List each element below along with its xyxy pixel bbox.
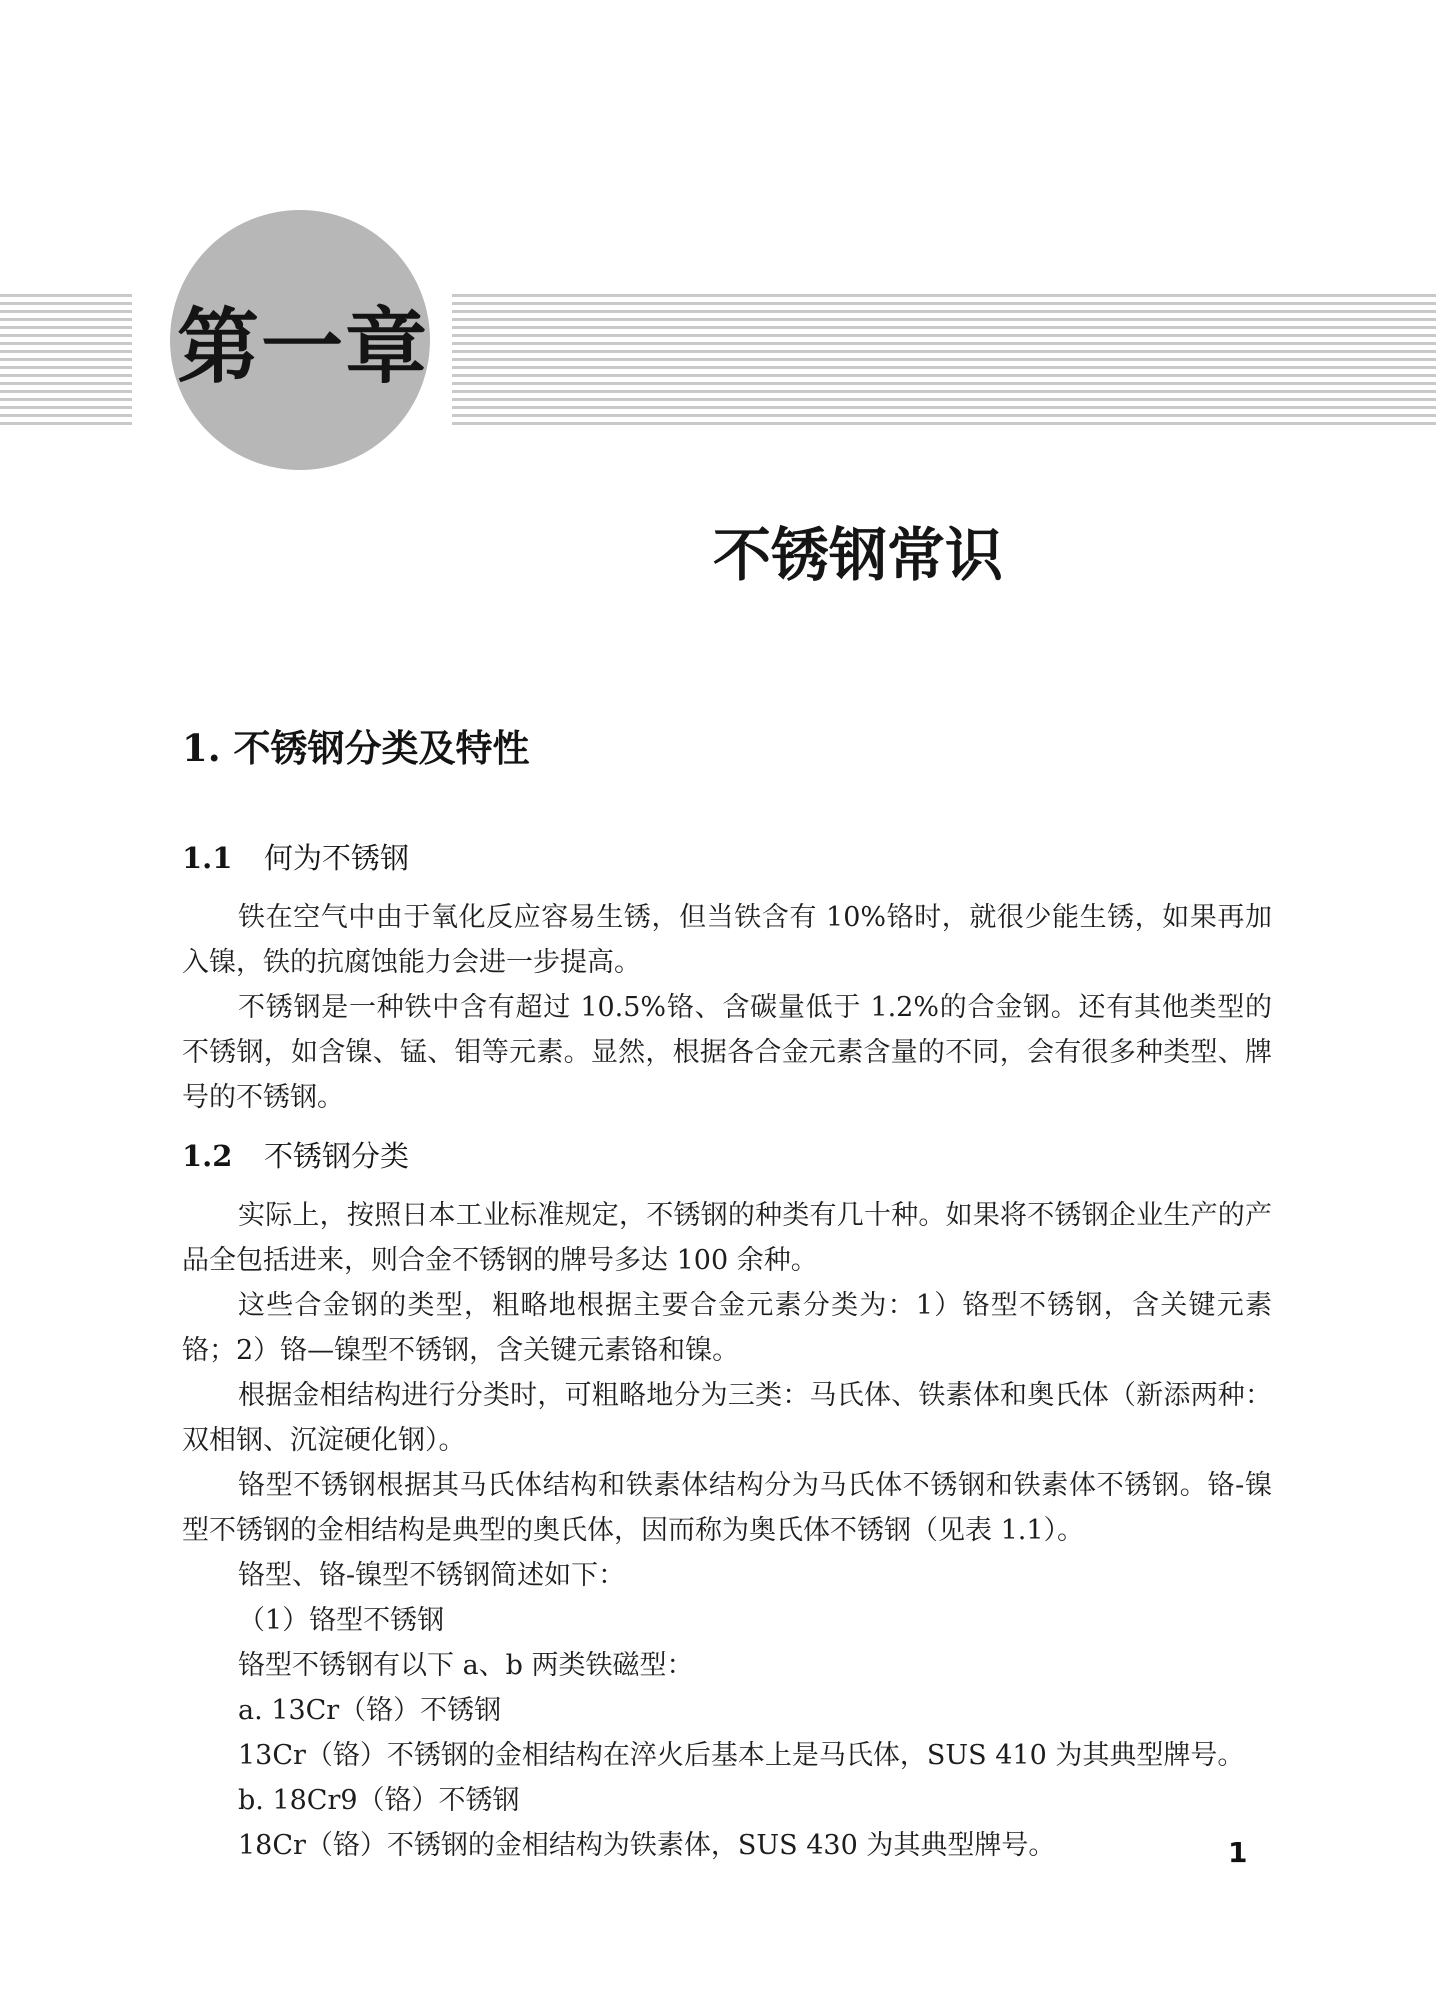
page-number: 1 [1228, 1836, 1248, 1869]
subsection-number: 1.2 [182, 1139, 233, 1173]
list-heading: （1）铬型不锈钢 [238, 1605, 445, 1636]
subsection-body-1-1 [182, 895, 1272, 1120]
paragraph: 铁在空气中由于氧化反应容易生锈，但当铁含有 10%铬时，就很少能生锈，如果再加入镍，铁的抗腐蚀能力会进一步提高。 [182, 902, 1272, 978]
paragraph: 实际上，按照日本工业标准规定，不锈钢的种类有几十种。如果将不锈钢企业生产的产品全包括进来，则合金不锈钢的牌号多达 100 余种。 [182, 1200, 1272, 1276]
subsection-title: 何为不锈钢 [264, 841, 410, 875]
chapter-badge [170, 210, 430, 470]
chapter-banner-stripes-right [452, 294, 1436, 426]
chapter-banner-stripes-left [0, 294, 132, 426]
paragraph: 铬型、铬-镍型不锈钢简述如下： [238, 1560, 626, 1591]
list-item: b. 18Cr9（铬）不锈钢 [238, 1785, 520, 1816]
paragraph: 18Cr（铬）不锈钢的金相结构为铁素体，SUS 430 为其典型牌号。 [238, 1830, 1056, 1861]
subsection-heading-1-2 [182, 1134, 409, 1175]
paragraph: 铬型不锈钢根据其马氏体结构和铁素体结构分为马氏体不锈钢和铁素体不锈钢。铬-镍型不锈钢的金相结构是典型的奥氏体，因而称为奥氏体不锈钢（见表 1.1）。 [182, 1470, 1272, 1546]
subsection-body-1-2 [182, 1193, 1272, 1868]
chapter-label: 第一章 [176, 299, 429, 395]
paragraph: 铬型不锈钢有以下 a、b 两类铁磁型： [238, 1650, 694, 1681]
section-heading: 1. 不锈钢分类及特性 [182, 726, 530, 770]
paragraph: 13Cr（铬）不锈钢的金相结构在淬火后基本上是马氏体，SUS 410 为其典型牌号。 [238, 1740, 1245, 1771]
paragraph: 这些合金钢的类型，粗略地根据主要合金元素分类为：1）铬型不锈钢，含关键元素铬；2）铬—镍型不锈钢，含关键元素铬和镍。 [182, 1290, 1272, 1366]
paragraph: 不锈钢是一种铁中含有超过 10.5%铬、含碳量低于 1.2%的合金钢。还有其他类型的不锈钢，如含镍、锰、钼等元素。显然，根据各合金元素含量的不同，会有很多种类型、牌号的不锈钢。 [182, 992, 1272, 1113]
subsection-title: 不锈钢分类 [264, 1139, 410, 1173]
chapter-title: 不锈钢常识 [712, 521, 1003, 589]
subsection-number: 1.1 [182, 841, 233, 875]
list-item: a. 13Cr（铬）不锈钢 [238, 1695, 502, 1726]
subsection-heading-1-1 [182, 836, 409, 877]
paragraph: 根据金相结构进行分类时，可粗略地分为三类：马氏体、铁素体和奥氏体（新添两种：双相钢、沉淀硬化钢）。 [182, 1380, 1272, 1456]
